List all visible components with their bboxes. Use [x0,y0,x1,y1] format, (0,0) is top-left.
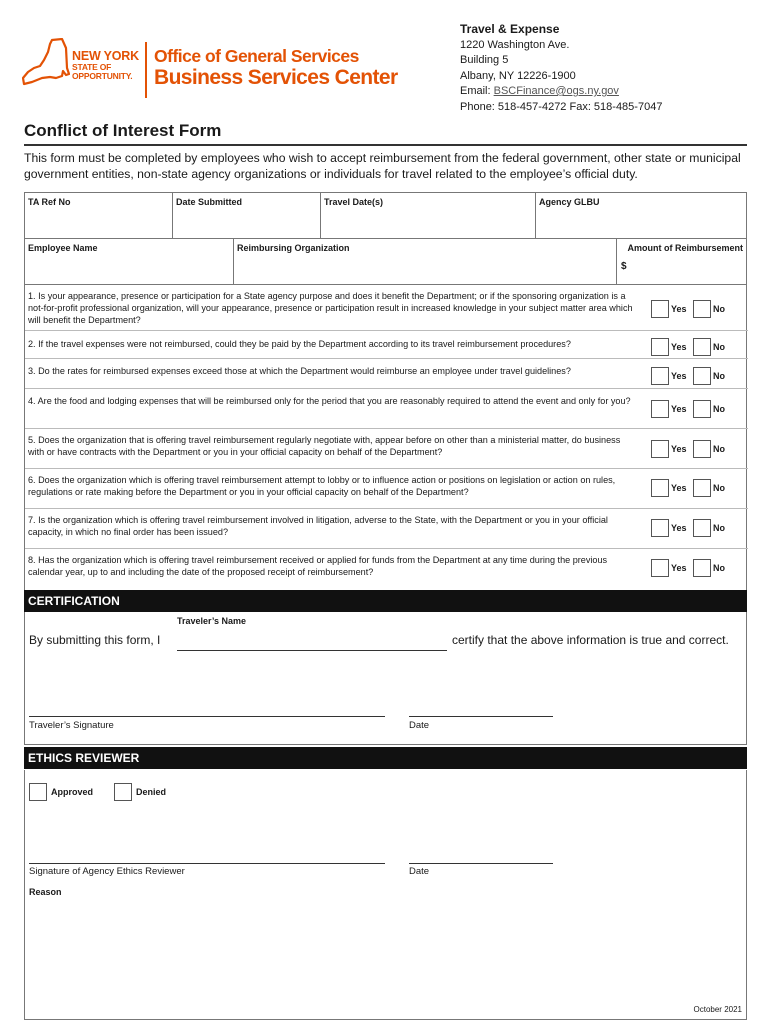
denied-label: Denied [136,787,167,797]
revision-date: October 2021 [693,1005,742,1014]
date-submitted-label: Date Submitted [176,197,243,207]
contact-city: Albany, NY 12226-1900 [460,69,576,82]
question-text: 3. Do the rates for reimbursed expenses exceed those at which the Department would reimburse an employee under travel guidelines? [28,366,571,376]
form-title: Conflict of Interest Form [24,121,222,140]
ethics-date-field[interactable] [409,863,553,864]
employee-name-field[interactable] [25,239,234,284]
certification-date-field[interactable] [409,716,553,717]
question-1 [25,287,748,331]
reason-label: Reason [29,887,62,897]
logo-divider [145,42,147,98]
contact-phone: Phone: 518-457-4272 Fax: 518-485-7047 [460,100,663,113]
yes-label: Yes [671,371,687,381]
yes-no-group [651,438,748,460]
ethics-signature-field[interactable] [29,863,385,864]
certification-date-label: Date [409,720,430,731]
question-text: 4. Are the food and lodging expenses that will be reimbursed only for the period that you are reasonably required to attend the event and only for you? [28,396,631,406]
travel-dates-label: Travel Date(s) [324,197,384,207]
no-label: No [713,371,725,381]
no-label: No [713,404,725,414]
agency-glbu-label: Agency GLBU [539,197,600,207]
approved-checkbox[interactable] [29,783,47,801]
yes-no-group [651,517,748,539]
question-7 [25,509,748,549]
employee-name-label: Employee Name [28,243,98,253]
yes-no-group [651,365,748,387]
denied-checkbox[interactable] [114,783,132,801]
no-checkbox[interactable] [693,559,711,577]
certification-prefix: By submitting this form, I [29,633,161,647]
travel-dates-field[interactable] [321,193,536,238]
no-checkbox[interactable] [693,519,711,537]
no-label: No [713,483,725,493]
approved-label: Approved [51,787,94,797]
question-2 [25,331,748,359]
yes-checkbox[interactable] [651,559,669,577]
contact-address1: 1220 Washington Ave. [460,38,570,51]
ethics-reviewer-heading: ETHICS REVIEWER [24,747,747,769]
yes-no-group [651,298,748,320]
yes-checkbox[interactable] [651,300,669,318]
yes-label: Yes [671,404,687,414]
agency-glbu-field[interactable] [536,193,746,238]
logo-opportunity: OPPORTUNITY. [72,71,133,81]
travelers-name-field[interactable] [177,650,447,651]
question-text: 6. Does the organization which is offering travel reimbursement attempt to lobby or to influence action or positions on legislation or action on rules, regulations or rate making before the Department or you in your official capacity on behalf of the Department? [28,475,616,497]
title-divider [24,144,747,146]
contact-block [460,22,662,115]
yes-label: Yes [671,444,687,454]
logo-new-york: NEW YORK [72,49,139,63]
no-checkbox[interactable] [693,440,711,458]
yes-no-group [651,336,748,358]
yes-checkbox[interactable] [651,367,669,385]
yes-no-group [651,477,748,499]
form-grid [24,192,747,592]
yes-checkbox[interactable] [651,400,669,418]
info-row-2 [25,239,746,285]
ethics-date-label: Date [409,866,430,877]
travelers-signature-label: Traveler’s Signature [29,720,114,731]
certification-section [24,612,747,745]
question-text: 2. If the travel expenses were not reimbursed, could they be paid by the Department according to its travel reimbursement procedures? [28,339,571,349]
ethics-reviewer-section [24,770,747,1020]
travelers-name-label: Traveler’s Name [177,616,247,626]
contact-email-label: Email: [460,85,491,97]
yes-no-group [651,398,748,420]
no-label: No [713,563,725,573]
no-checkbox[interactable] [693,367,711,385]
form-intro: This form must be completed by employees who wish to accept reimbursement from the federal government, other state or municipal government entities, non-state agency organizations or individuals for travel related to the employee’s official duty. [24,151,741,181]
ogs-logo [22,38,402,100]
travelers-signature-field[interactable] [29,716,385,717]
question-text: 8. Has the organization which is offering travel reimbursement received or applied for funds from the Department at any time during the previous calendar year, up to and including the date of the proposed receipt of reimbursement? [28,555,608,577]
no-label: No [713,342,725,352]
contact-address2: Building 5 [460,54,509,66]
question-3 [25,359,748,389]
question-4 [25,389,748,429]
question-8 [25,549,748,591]
contact-email-row [460,84,662,100]
reimbursing-org-field[interactable] [234,239,617,284]
question-6 [25,469,748,509]
date-submitted-field[interactable] [173,193,321,238]
reimbursing-org-label: Reimbursing Organization [237,243,350,253]
question-text: 7. Is the organization which is offering travel reimbursement involved in litigation, adverse to the State, with the Department or you in your official capacity, in which no final order has been issued? [28,515,608,537]
no-checkbox[interactable] [693,300,711,318]
yes-checkbox[interactable] [651,479,669,497]
amount-label: Amount of Reimbursement [627,243,743,253]
no-checkbox[interactable] [693,479,711,497]
new-york-state-map-icon [22,38,70,88]
ethics-signature-label: Signature of Agency Ethics Reviewer [29,866,185,877]
logo-center-name: Business Services Center [154,66,398,89]
question-text: 1. Is your appearance, presence or participation for a State agency purpose and does it benefit the Department; or if the sponsoring organization is a not-for-profit professional organization, will your appearance, presence or participation result in increased knowledge in your subject matter area which will benefit the Department? [28,291,633,325]
question-5 [25,429,748,469]
yes-label: Yes [671,342,687,352]
page-header [0,0,770,118]
no-label: No [713,444,725,454]
contact-title: Travel & Expense [460,22,560,36]
yes-label: Yes [671,483,687,493]
yes-checkbox[interactable] [651,440,669,458]
no-label: No [713,304,725,314]
amount-field[interactable] [617,239,746,284]
dollar-sign: $ [621,261,627,272]
yes-label: Yes [671,304,687,314]
yes-checkbox[interactable] [651,338,669,356]
no-label: No [713,523,725,533]
ta-ref-field[interactable] [25,193,173,238]
no-checkbox[interactable] [693,338,711,356]
logo-state-of-opportunity [72,63,132,81]
no-checkbox[interactable] [693,400,711,418]
info-row-1 [25,193,746,239]
certification-suffix: certify that the above information is true and correct. [452,633,729,647]
yes-label: Yes [671,563,687,573]
yes-no-group [651,557,748,579]
certification-heading: CERTIFICATION [24,590,747,612]
yes-checkbox[interactable] [651,519,669,537]
contact-email-link[interactable]: BSCFinance@ogs.ny.gov [493,85,619,97]
ta-ref-label: TA Ref No [28,197,71,207]
yes-label: Yes [671,523,687,533]
reason-field[interactable] [29,902,741,1012]
logo-office-name: Office of General Services [154,46,359,66]
question-text: 5. Does the organization that is offering travel reimbursement regularly negotiate with, appear before on other than a ministerial matter, do business with or have contracts with the Department or you in your official capacity on behalf of the Department? [28,435,621,457]
logo-state-of: STATE OF [72,62,112,72]
